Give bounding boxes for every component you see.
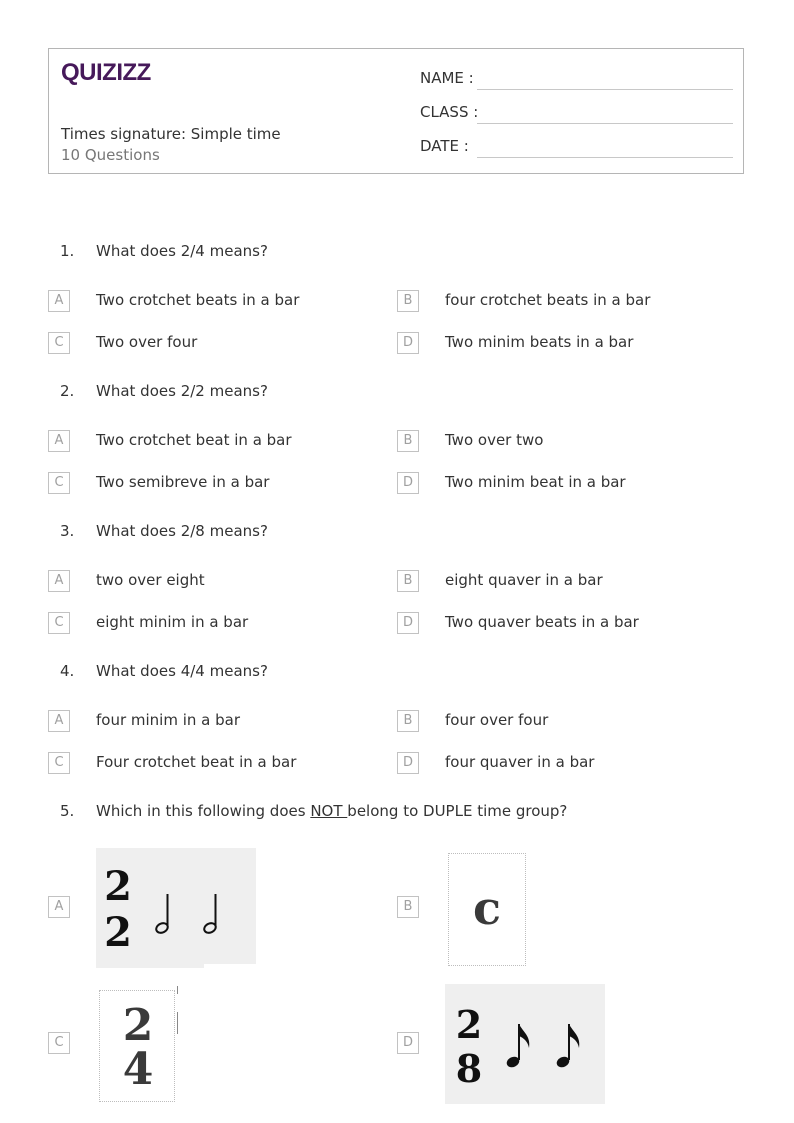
question-number: 1. xyxy=(60,242,75,260)
option-text: four crotchet beats in a bar xyxy=(445,291,651,309)
question-number: 4. xyxy=(60,662,75,680)
option-letter: C xyxy=(48,332,70,354)
q5-option-c[interactable] xyxy=(48,1032,70,1056)
question-text: Which in this following does NOT belong to DUPLE time group? xyxy=(96,802,568,820)
option-text: Four crotchet beat in a bar xyxy=(96,753,297,771)
option-letter: A xyxy=(48,896,70,918)
q5-option-d[interactable] xyxy=(397,1032,419,1056)
sig-bottom: 4 xyxy=(122,1044,154,1095)
time-signature-2-4-image xyxy=(99,990,175,1102)
option-text: Two minim beats in a bar xyxy=(445,333,634,351)
option-text: four quaver in a bar xyxy=(445,753,595,771)
option-letter: D xyxy=(397,332,419,354)
sig-bottom: 2 xyxy=(104,909,132,956)
name-label: NAME : xyxy=(420,69,474,87)
class-label: CLASS : xyxy=(420,103,479,121)
q5-option-a[interactable] xyxy=(48,896,70,920)
minim-note-icon xyxy=(203,894,218,935)
option-letter: B xyxy=(397,710,419,732)
question-number: 5. xyxy=(60,802,75,820)
option-letter: D xyxy=(397,1032,419,1054)
question-count: 10 Questions xyxy=(61,146,160,164)
quizizz-logo: QUIZIZZ xyxy=(61,59,151,86)
minim-note-icon xyxy=(155,894,170,935)
option-letter: C xyxy=(48,612,70,634)
name-field[interactable] xyxy=(477,89,733,90)
option-letter: C xyxy=(48,752,70,774)
quaver-note-icon xyxy=(555,1024,579,1069)
option-text: Two quaver beats in a bar xyxy=(445,613,639,631)
option-letter: C xyxy=(48,1032,70,1054)
option-text: four over four xyxy=(445,711,549,729)
option-text: Two over two xyxy=(445,431,544,449)
option-text: Two semibreve in a bar xyxy=(96,473,270,491)
option-letter: D xyxy=(397,612,419,634)
option-text: Two crotchet beat in a bar xyxy=(96,431,292,449)
image-edge-mark xyxy=(177,986,178,994)
option-letter: D xyxy=(397,472,419,494)
option-letter: A xyxy=(48,570,70,592)
option-text: two over eight xyxy=(96,571,205,589)
sig-top: 2 xyxy=(122,1000,154,1051)
worksheet-header xyxy=(48,48,744,174)
time-signature-2-2-image xyxy=(96,848,256,968)
q5-option-b[interactable] xyxy=(397,896,419,920)
option-letter: A xyxy=(48,430,70,452)
sig-top: 2 xyxy=(455,1002,483,1047)
emphasis-not: NOT xyxy=(310,802,348,820)
option-letter: B xyxy=(397,430,419,452)
quaver-note-icon xyxy=(505,1024,529,1069)
date-label: DATE : xyxy=(420,137,469,155)
class-field[interactable] xyxy=(477,123,733,124)
option-letter: C xyxy=(48,472,70,494)
question-number: 3. xyxy=(60,522,75,540)
option-text: Two minim beat in a bar xyxy=(445,473,626,491)
common-time-image xyxy=(448,853,526,966)
option-letter: B xyxy=(397,896,419,918)
question-text: What does 4/4 means? xyxy=(96,662,268,680)
common-time-symbol: c xyxy=(472,881,502,935)
sig-top: 2 xyxy=(104,863,132,910)
question-text: What does 2/2 means? xyxy=(96,382,268,400)
option-text: four minim in a bar xyxy=(96,711,241,729)
question-text: What does 2/4 means? xyxy=(96,242,268,260)
sig-bottom: 8 xyxy=(455,1046,483,1091)
image-edge-mark xyxy=(177,1012,178,1034)
option-text: Two crotchet beats in a bar xyxy=(96,291,300,309)
option-letter: D xyxy=(397,752,419,774)
option-letter: B xyxy=(397,290,419,312)
option-letter: A xyxy=(48,290,70,312)
date-field[interactable] xyxy=(477,157,733,158)
option-text: Two over four xyxy=(96,333,198,351)
option-text: eight minim in a bar xyxy=(96,613,249,631)
option-text: eight quaver in a bar xyxy=(445,571,603,589)
option-letter: A xyxy=(48,710,70,732)
time-signature-2-8-image xyxy=(445,984,605,1104)
worksheet-title: Times signature: Simple time xyxy=(61,125,281,143)
question-number: 2. xyxy=(60,382,75,400)
option-letter: B xyxy=(397,570,419,592)
question-text: What does 2/8 means? xyxy=(96,522,268,540)
